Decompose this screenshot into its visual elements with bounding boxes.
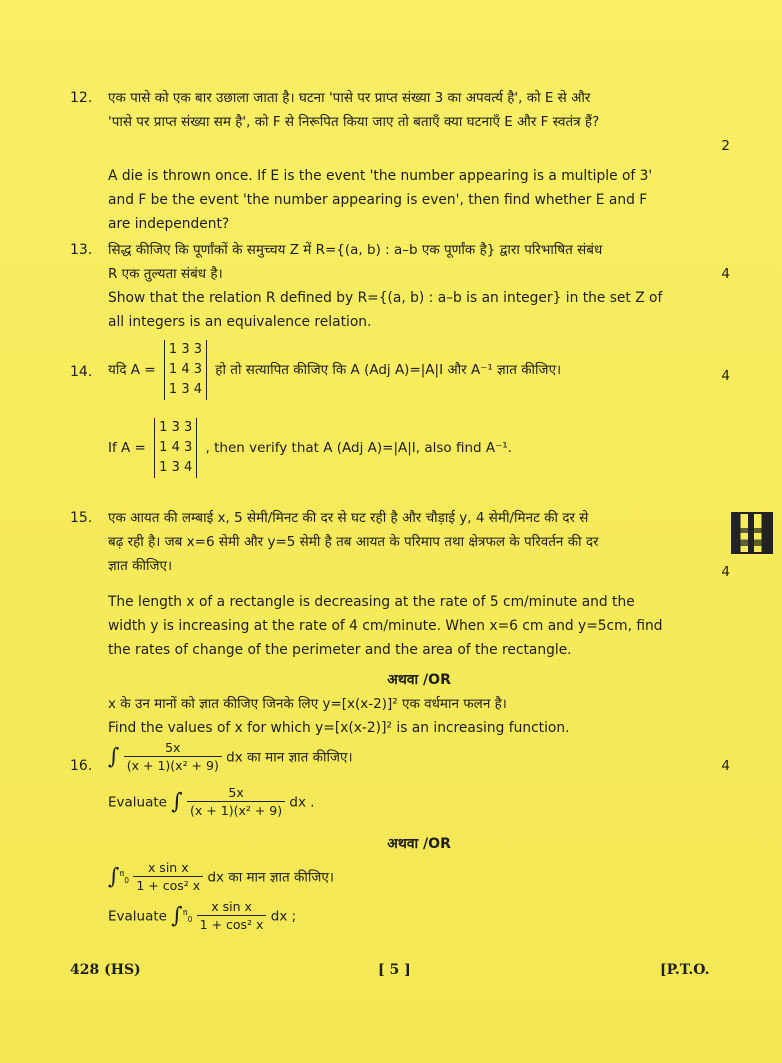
matrix-a bbox=[164, 340, 207, 400]
marks: 4 bbox=[721, 564, 730, 580]
marks: 4 bbox=[721, 758, 730, 774]
integral-limits bbox=[182, 908, 193, 924]
question-number: 15. bbox=[70, 510, 93, 526]
fraction-numerator: x sin x bbox=[197, 899, 267, 916]
matrix-row: 1 3 4 bbox=[159, 460, 193, 475]
fraction-denominator: 1 + cos² x bbox=[199, 917, 264, 932]
fraction-numerator: 5x bbox=[124, 740, 222, 757]
differential: dx bbox=[207, 869, 225, 886]
matrix-row: 1 4 3 bbox=[159, 440, 193, 455]
question-english-line: The length x of a rectangle is decreasing at the rate of 5 cm/minute and the bbox=[108, 594, 635, 610]
question-number: 16. bbox=[70, 758, 93, 774]
question-hindi-line: ज्ञात कीजिए। bbox=[108, 558, 173, 574]
evaluate-label: Evaluate bbox=[108, 908, 167, 925]
question-hindi-line: x के उन मानों को ज्ञात कीजिए जिनके लिए y=[x(x-2)]² एक वर्धमान फलन है। bbox=[108, 696, 507, 712]
integral-sign: ∫ bbox=[171, 903, 183, 929]
question-english-line: are independent? bbox=[108, 216, 230, 232]
fraction-denominator: (x + 1)(x² + 9) bbox=[126, 758, 219, 773]
fraction-numerator: x sin x bbox=[133, 860, 203, 877]
question-hindi-line: सिद्ध कीजिए कि पूर्णांकों के समुच्चय Z में R={(a, b) : a–b एक पूर्णांक है} द्वारा परिभाषित संबंध bbox=[108, 242, 603, 258]
lower-limit: 0 bbox=[124, 875, 130, 885]
qr-code bbox=[733, 514, 771, 552]
question-16: 16. ∫ $\frac{5x}{\text{(x + 1)(x² + 9)}}$ dx का मान ज्ञात कीजिए। 4 Evaluate ∫ $\frac{5x}{\text{(x + 1)(x² + 9)}}$ dx . अथवा /OR ∫$^\pi_0$ $\frac{\text{x sin x}}{\text{1 + cos² x}}$ dx का मान ज्ञात कीजिए। Evaluate ∫$^\pi_0$ $\frac{\text{x sin x}}{\text{1 + cos² x}}$ dx ; bbox=[70, 740, 730, 932]
question-number: 13. bbox=[70, 242, 93, 258]
question-hindi-text: का मान ज्ञात कीजिए। bbox=[246, 749, 353, 766]
fraction bbox=[133, 860, 203, 895]
page-number: [ 5 ] bbox=[378, 962, 411, 978]
question-number: 12. bbox=[70, 90, 93, 106]
integral-sign: ∫ bbox=[108, 744, 120, 770]
question-number: 14. bbox=[70, 364, 93, 380]
question-hindi-text: हो तो सत्यापित कीजिए कि A (Adj A)=|A|I और A⁻¹ ज्ञात कीजिए। bbox=[215, 362, 562, 378]
or-divider: अथवा /OR bbox=[387, 836, 451, 852]
question-14 bbox=[70, 340, 730, 478]
question-english-line: width y is increasing at the rate of 4 cm/minute. When x=6 cm and y=5cm, find bbox=[108, 618, 663, 634]
upper-limit: π bbox=[182, 908, 188, 918]
question-hindi-text: का मान ज्ञात कीजिए। bbox=[228, 869, 334, 886]
evaluate-label: Evaluate bbox=[108, 794, 167, 811]
question-hindi-line: बढ़ रही है। जब x=6 सेमी और y=5 सेमी है तब आयत के परिमाप तथा क्षेत्रफल के परिवर्तन की दर bbox=[108, 534, 599, 550]
integral-sign: ∫ bbox=[171, 789, 183, 815]
matrix-row: 1 3 3 bbox=[159, 420, 193, 435]
lower-limit: 0 bbox=[187, 914, 193, 924]
paper-code: 428 (HS) bbox=[70, 962, 141, 978]
question-hindi-line: एक पासे को एक बार उछाला जाता है। घटना 'पासे पर प्राप्त संख्या 3 का अपवर्त्य है', को E से और bbox=[108, 90, 591, 106]
question-15 bbox=[70, 506, 730, 740]
marks: 4 bbox=[721, 368, 730, 384]
upper-limit: π bbox=[119, 869, 125, 879]
pto-label: [P.T.O. bbox=[660, 962, 710, 978]
or-divider: अथवा /OR bbox=[387, 672, 451, 688]
question-12 bbox=[70, 86, 730, 236]
matrix-a bbox=[154, 418, 197, 478]
question-english-line: A die is thrown once. If E is the event 'the number appearing is a multiple of 3' bbox=[108, 168, 653, 184]
question-english-text: If A = bbox=[108, 440, 146, 456]
question-english-line: and F be the event 'the number appearing is even', then find whether E and F bbox=[108, 192, 648, 208]
question-hindi-text: यदि A = bbox=[108, 362, 156, 378]
question-13 bbox=[70, 238, 730, 334]
question-hindi-line: एक आयत की लम्बाई x, 5 सेमी/मिनट की दर से घट रही है और चौड़ाई y, 4 सेमी/मिनट की दर से bbox=[108, 510, 589, 526]
differential: dx bbox=[289, 794, 306, 811]
fraction-denominator: 1 + cos² x bbox=[136, 878, 201, 893]
question-english-text: , then verify that A (Adj A)=|A|I, also find A⁻¹. bbox=[205, 440, 512, 456]
fraction bbox=[197, 899, 267, 934]
marks: 2 bbox=[721, 138, 730, 154]
fraction-denominator: (x + 1)(x² + 9) bbox=[190, 803, 283, 818]
matrix-row: 1 4 3 bbox=[168, 362, 202, 377]
integral-limits bbox=[119, 869, 130, 885]
fraction bbox=[187, 785, 285, 820]
matrix-row: 1 3 4 bbox=[168, 382, 202, 397]
question-hindi-line: R एक तुल्यता संबंध है। bbox=[108, 266, 223, 282]
question-english-line: Show that the relation R defined by R={(a, b) : a–b is an integer} in the set Z of bbox=[108, 290, 663, 306]
matrix-row: 1 3 3 bbox=[168, 342, 202, 357]
question-english-line: Find the values of x for which y=[x(x-2)]² is an increasing function. bbox=[108, 720, 570, 736]
fraction bbox=[124, 740, 222, 775]
marks: 4 bbox=[721, 266, 730, 282]
question-hindi-line: 'पासे पर प्राप्त संख्या सम है', को F से निरूपित किया जाए तो बताएँ क्या घटनाएँ E और F स्वतंत्र हैं? bbox=[108, 114, 600, 130]
differential: dx bbox=[226, 749, 243, 766]
integral-sign: ∫ bbox=[108, 864, 120, 890]
question-english-line: the rates of change of the perimeter and the area of the rectangle. bbox=[108, 642, 572, 658]
fraction-numerator: 5x bbox=[187, 785, 285, 802]
differential: dx ; bbox=[270, 908, 297, 925]
question-english-line: all integers is an equivalence relation. bbox=[108, 314, 372, 330]
